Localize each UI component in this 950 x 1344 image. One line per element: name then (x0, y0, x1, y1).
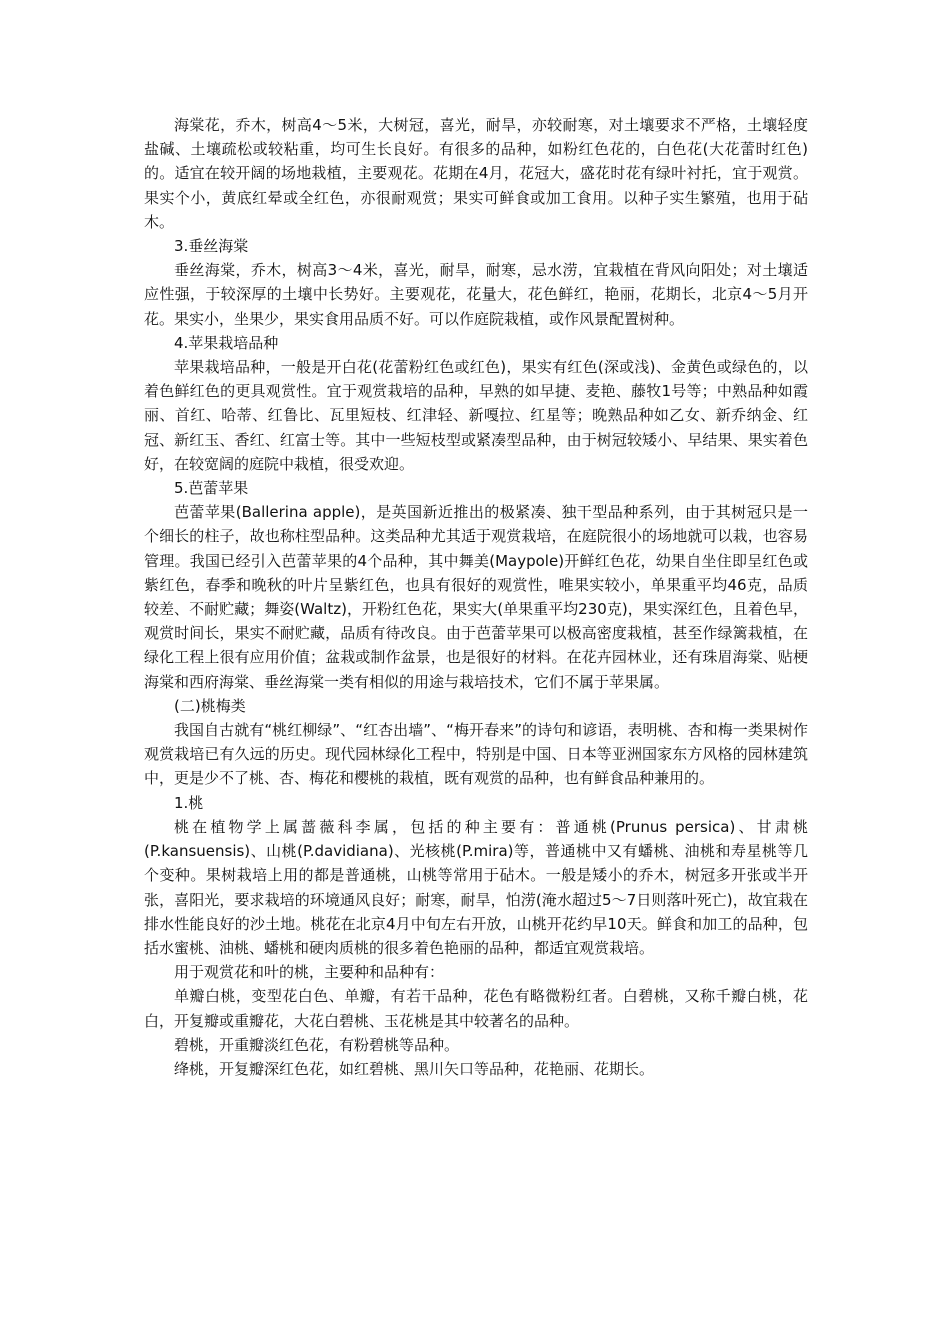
paragraph-peach: 桃在植物学上属蔷薇科李属，包括的种主要有：普通桃(Prunus persica)、甘肃桃(P.kansuensis)、山桃(P.davidiana)、光核桃(P.mira)等，普通桃中又有蟠桃、油桃和寿星桃等几个变种。果树栽培上用的都是普通桃，山桃等常用于砧木。一般是矮小的乔木，树冠多开张或半开张，喜阳光，要求栽培的环境通风良好；耐寒，耐旱，怕涝(淹水超过5～7日则落叶死亡)，故宜栽在排水性能良好的沙土地。桃花在北京4月中旬左右开放，山桃开花约早10天。鲜食和加工的品种，包括水蜜桃、油桃、蟠桃和硬肉质桃的很多着色艳丽的品种，都适宜观赏栽培。 (144, 817, 808, 957)
paragraph-peach-plum-intro: 我国自古就有“桃红柳绿”、“红杏出墙”、“梅开春来”的诗句和谚语，表明桃、杏和梅一类果树作观赏栽培已有久远的历史。现代园林绿化工程中，特别是中国、日本等亚洲国家东方风格的园林建筑中，更是少不了桃、杏、梅花和樱桃的栽植，既有观赏的品种，也有鲜食品种兼用的。 (144, 721, 808, 788)
heading-ballerina-apple: 5.芭蕾苹果 (174, 479, 249, 498)
paragraph-white-peach: 单瓣白桃，变型花白色、单瓣，有若干品种，花色有略微粉红者。白碧桃，又称千瓣白桃，花白，开复瓣或重瓣花，大花白碧桃、玉花桃是其中较著名的品种。 (144, 987, 808, 1030)
document-page (144, 113, 808, 1081)
paragraph-ornamental-peach-intro: 用于观赏花和叶的桃，主要种和品种有： (174, 963, 445, 982)
paragraph-ballerina-apple: 芭蕾苹果(Ballerina apple)，是英国新近推出的极紧凑、独干型品种系列，由于其树冠只是一个细长的柱子，故也称柱型品种。这类品种尤其适于观赏栽培，在庭院很小的场地就可以栽，也容易管理。我国已经引入芭蕾苹果的4个品种，其中舞美(Maypole)开鲜红色花，幼果自坐住即呈红色或紫红色，春季和晚秋的叶片呈紫红色，也具有很好的观赏性，唯果实较小，单果重平均46克，品质较差、不耐贮藏；舞姿(Waltz)，开粉红色花，果实大(单果重平均230克)，果实深红色，且着色早，观赏时间长，果实不耐贮藏，品质有待改良。由于芭蕾苹果可以极高密度栽植，甚至作绿篱栽植，在绿化工程上很有应用价值；盆栽或制作盆景，也是很好的材料。在花卉园林业，还有珠眉海棠、贴梗海棠和西府海棠、垂丝海棠一类有相似的用途与栽培技术，它们不属于苹果属。 (144, 503, 808, 691)
heading-peach: 1.桃 (174, 793, 204, 812)
heading-apple-cultivars: 4.苹果栽培品种 (174, 333, 279, 352)
paragraph-chuisi-haitang: 垂丝海棠，乔木，树高3～4米，喜光，耐旱，耐寒，忌水涝，宜栽植在背风向阳处；对土壤适应性强，于较深厚的土壤中长势好。主要观花，花量大，花色鲜红，艳丽，花期长，北京4～5月开花。果实小，坐果少，果实食用品质不好。可以作庭院栽植，或作风景配置树种。 (144, 261, 808, 328)
heading-chuisi-haitang: 3.垂丝海棠 (174, 237, 249, 256)
heading-peach-plum: (二)桃梅类 (174, 696, 246, 715)
paragraph-apple-cultivars: 苹果栽培品种，一般是开白花(花蕾粉红色或红色)，果实有红色(深或浅)、金黄色或绿色的，以着色鲜红色的更具观赏性。宜于观赏栽培的品种，早熟的如早捷、麦艳、藤牧1号等；中熟品种如霞丽、首红、哈蒂、红鲁比、瓦里短枝、红津轻、新嘎拉、红星等；晚熟品种如乙女、新乔纳金、红冠、新红玉、香红、红富士等。其中一些短枝型或紧凑型品种，由于树冠较矮小、早结果、果实着色好，在较宽阔的庭院中栽植，很受欢迎。 (144, 358, 808, 473)
paragraph-haitang-hua: 海棠花，乔木，树高4～5米，大树冠，喜光，耐旱，亦较耐寒，对土壤要求不严格，土壤轻度盐碱、土壤疏松或较粘重，均可生长良好。有很多的品种，如粉红色花的，白色花(大花蕾时红色)的。适宜在较开阔的场地栽植，主要观花。花期在4月，花冠大，盛花时花有绿叶衬托，宜于观赏。果实个小，黄底红晕或全红色，亦很耐观赏；果实可鲜食或加工食用。以种子实生繁殖，也用于砧木。 (144, 116, 808, 231)
paragraph-jiangtao: 绛桃，开复瓣深红色花，如红碧桃、黑川矢口等品种，花艳丽、花期长。 (174, 1059, 655, 1078)
paragraph-bitao: 碧桃，开重瓣淡红色花，有粉碧桃等品种。 (174, 1035, 460, 1054)
